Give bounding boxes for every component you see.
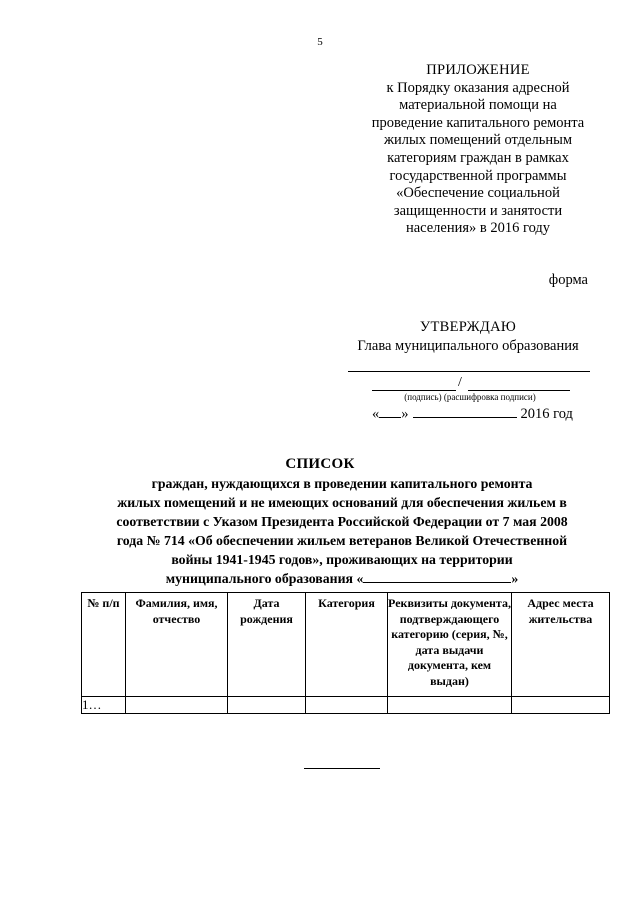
appendix-title: ПРИЛОЖЕНИЕ xyxy=(426,62,530,78)
list-line-municipality xyxy=(92,569,592,588)
cell-document-details xyxy=(388,697,512,714)
appendix-line: проведение капитального ремонта xyxy=(371,114,585,131)
list-line: года № 714 «Об обеспечении жильем ветеранов Великой Отечественной xyxy=(116,533,568,548)
appendix-line: материальной помощи на xyxy=(399,97,557,114)
municipality-suffix: » xyxy=(511,571,519,586)
signature-slash: / xyxy=(458,375,462,390)
month-blank xyxy=(413,405,517,418)
table-row xyxy=(82,697,610,714)
appendix-line: государственной программы xyxy=(389,167,567,184)
date-row xyxy=(372,405,592,423)
day-blank xyxy=(379,405,401,418)
appendix-line: населения» в 2016 году xyxy=(405,220,551,237)
header-number: № п/п xyxy=(82,593,126,697)
list-line: соответствии с Указом Президента Российской Федерации от 7 мая 2008 xyxy=(116,514,568,529)
citizens-table xyxy=(81,592,610,714)
appendix-line: к Порядку оказания адресной xyxy=(386,79,570,96)
approval-heading: УТВЕРЖДАЮ xyxy=(419,319,517,335)
page-number: 5 xyxy=(317,36,323,48)
signature-row xyxy=(372,376,594,392)
list-title: СПИСОК xyxy=(285,456,355,472)
form-label: форма xyxy=(548,272,588,288)
date-open-quote: « xyxy=(372,406,380,422)
list-line: жилых помещений и не имеющих оснований для обеспечения жильем в xyxy=(117,495,567,510)
signature-field-line xyxy=(372,376,456,391)
signature-caption: (подпись) (расшифровка подписи) xyxy=(404,392,536,402)
header-birth-date: Дата рождения xyxy=(228,593,306,697)
appendix-line: «Обеспечение социальной xyxy=(396,185,560,202)
cell-birth-date xyxy=(228,697,306,714)
list-description xyxy=(92,474,592,588)
header-address: Адрес места жительства xyxy=(512,593,610,697)
appendix-block xyxy=(360,62,596,238)
approval-position: Глава муниципального образования xyxy=(357,338,579,354)
list-line: войны 1941-1945 годов», проживающих на территории xyxy=(171,552,513,567)
header-full-name: Фамилия, имя, отчество xyxy=(126,593,228,697)
municipality-blank xyxy=(363,569,511,583)
cell-address xyxy=(512,697,610,714)
appendix-line: защищенности и занятости xyxy=(393,202,563,219)
footer-divider xyxy=(304,768,380,769)
table-header-row xyxy=(82,593,610,697)
appendix-line: категориям граждан в рамках xyxy=(387,149,569,166)
approval-block xyxy=(340,318,596,356)
municipality-prefix: муниципального образования « xyxy=(165,571,364,586)
signature-decryption-line xyxy=(468,376,570,391)
list-line: граждан, нуждающихся в проведении капитального ремонта xyxy=(151,476,533,491)
appendix-line: жилых помещений отдельным xyxy=(383,132,573,149)
cell-number: 1… xyxy=(82,697,126,714)
header-category: Категория xyxy=(306,593,388,697)
cell-full-name xyxy=(126,697,228,714)
year-text: 2016 год xyxy=(520,406,573,422)
date-close-quote: » xyxy=(401,406,409,422)
header-document-details: Реквизиты документа, подтверждающего категорию (серия, №, дата выдачи документа, кем выдан) xyxy=(388,593,512,697)
cell-category xyxy=(306,697,388,714)
signature-line-top xyxy=(348,371,590,372)
